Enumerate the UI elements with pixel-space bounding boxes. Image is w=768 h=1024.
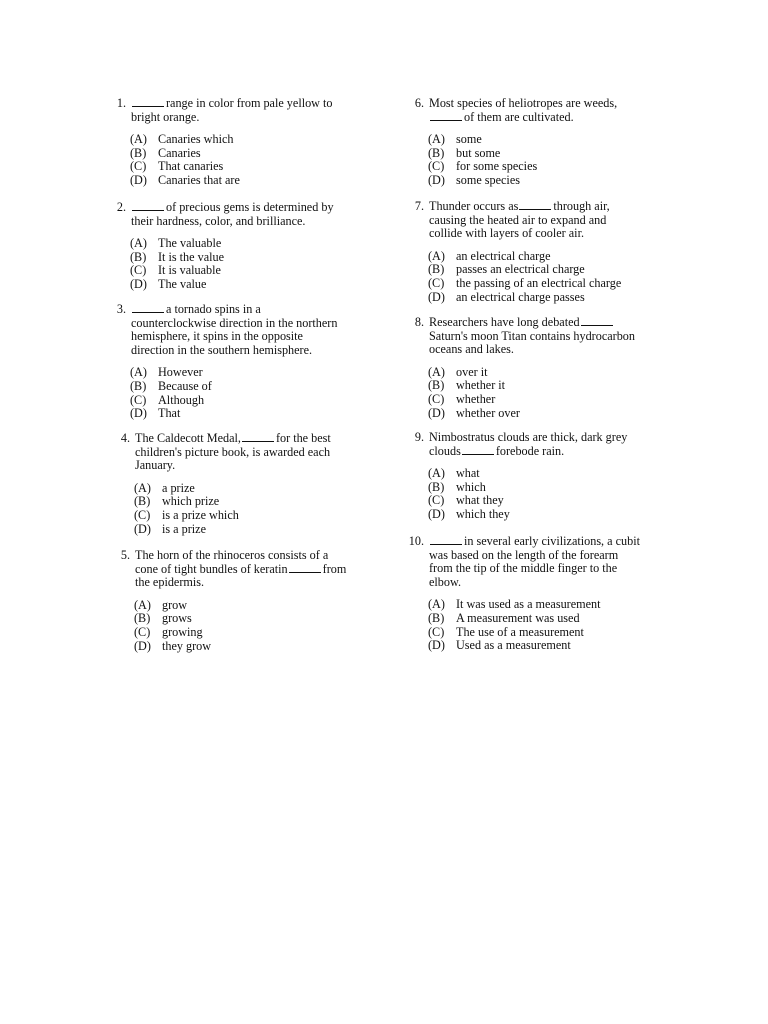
answer-option[interactable]: [428, 174, 662, 188]
stem-text: was based on the length of the forearm: [429, 547, 619, 562]
answer-option[interactable]: [130, 278, 364, 292]
stem-line: [131, 317, 364, 331]
question-stem: [135, 432, 368, 473]
stem-text: through air,: [553, 199, 610, 213]
option-letter: (D): [428, 289, 445, 304]
answer-option[interactable]: [134, 509, 368, 523]
option-letter: (C): [428, 275, 445, 290]
answer-option[interactable]: [130, 251, 364, 265]
question-stem: [429, 200, 662, 241]
stem-line: [429, 343, 662, 357]
stem-text: The Caldecott Medal,: [135, 431, 241, 445]
answer-option[interactable]: [428, 133, 662, 147]
answer-option[interactable]: [134, 495, 368, 509]
answer-blank: [132, 97, 164, 107]
answer-option[interactable]: [428, 277, 662, 291]
option-letter: (A): [130, 365, 147, 380]
stem-line: [429, 97, 662, 111]
stem-line: [429, 431, 662, 445]
option-letter: (C): [428, 391, 445, 406]
answer-option[interactable]: [134, 599, 368, 613]
question-stem: [131, 303, 364, 357]
answer-blank: [519, 200, 551, 210]
question-7: [404, 200, 662, 304]
option-letter: (C): [130, 263, 147, 278]
answer-options: [130, 366, 364, 420]
stem-text: elbow.: [429, 574, 462, 589]
answer-blank: [462, 445, 494, 455]
stem-text: Most species of heliotropes are weeds,: [429, 96, 618, 110]
option-letter: (A): [428, 466, 445, 481]
question-number: 8.: [414, 315, 424, 329]
option-letter: (B): [134, 494, 151, 509]
option-letter: (D): [130, 276, 147, 291]
option-text: Canaries which: [158, 132, 234, 147]
answer-option[interactable]: [428, 639, 662, 653]
option-letter: (A): [134, 480, 151, 495]
option-text: It was used as a measurement: [456, 597, 601, 612]
question-number: 4.: [120, 431, 130, 445]
answer-option[interactable]: [428, 379, 662, 393]
option-letter: (B): [428, 145, 445, 160]
answer-option[interactable]: [130, 394, 364, 408]
question-6: [404, 97, 662, 188]
option-letter: (A): [428, 248, 445, 263]
option-letter: (B): [130, 249, 147, 264]
stem-line: [131, 303, 364, 317]
stem-text: children's picture book, is awarded each: [135, 444, 331, 459]
stem-text: Nimbostratus clouds are thick, dark grey: [429, 430, 628, 444]
option-letter: (C): [428, 624, 445, 639]
option-letter: (B): [428, 378, 445, 393]
answer-option[interactable]: [130, 160, 364, 174]
answer-option[interactable]: [134, 482, 368, 496]
stem-text: cone of tight bundles of keratin: [135, 561, 288, 576]
option-letter: (B): [428, 479, 445, 494]
option-letter: (A): [428, 364, 445, 379]
answer-options: [134, 482, 368, 536]
stem-line: [135, 563, 368, 577]
stem-line: [135, 576, 368, 590]
option-text: The valuable: [158, 236, 222, 251]
answer-option[interactable]: [428, 508, 662, 522]
option-letter: (C): [130, 159, 147, 174]
answer-option[interactable]: [428, 481, 662, 495]
answer-option[interactable]: [428, 626, 662, 640]
stem-line: [429, 445, 662, 459]
question-stem: [131, 97, 364, 124]
stem-text: from: [322, 561, 347, 576]
option-letter: (A): [130, 132, 147, 147]
stem-text: of them are cultivated.: [464, 109, 574, 124]
option-letter: (D): [428, 506, 445, 521]
stem-text: collide with layers of cooler air.: [429, 226, 584, 241]
option-letter: (D): [130, 172, 147, 187]
option-text: for some species: [456, 159, 538, 174]
stem-text: oceans and lakes.: [429, 342, 514, 357]
option-letter: (B): [134, 611, 151, 626]
question-stem: [429, 535, 662, 589]
stem-line: [131, 344, 364, 358]
option-text: is a prize which: [162, 507, 239, 522]
option-letter: (C): [134, 507, 151, 522]
option-text: over it: [456, 364, 488, 379]
option-text: passes an electrical charge: [456, 262, 585, 277]
answer-blank: [430, 111, 462, 121]
question-8: [404, 316, 662, 420]
question-number: 1.: [116, 96, 126, 110]
question-number: 9.: [414, 430, 424, 444]
option-text: Because of: [158, 378, 212, 393]
answer-blank: [430, 535, 462, 545]
stem-text: in several early civilizations, a cubit: [464, 534, 640, 548]
question-stem: [429, 431, 662, 458]
option-letter: (D): [134, 638, 151, 653]
answer-options: [130, 237, 364, 291]
answer-option[interactable]: [428, 263, 662, 277]
stem-text: Thunder occurs as: [429, 199, 519, 213]
stem-line: [131, 201, 364, 215]
answer-option[interactable]: [134, 640, 368, 654]
option-text: some: [456, 132, 482, 147]
answer-option[interactable]: [134, 523, 368, 537]
stem-text: clouds: [429, 443, 461, 458]
stem-line: [135, 432, 368, 446]
stem-text: bright orange.: [131, 109, 200, 124]
answer-option[interactable]: [130, 237, 364, 251]
question-stem: [429, 316, 662, 357]
stem-text: Researchers have long debated: [429, 315, 580, 329]
stem-text: from the tip of the middle finger to the: [429, 561, 618, 576]
stem-line: [429, 330, 662, 344]
stem-text: direction in the southern hemisphere.: [131, 342, 313, 357]
option-text: That canaries: [158, 159, 224, 174]
option-text: which: [456, 479, 486, 494]
answer-option[interactable]: [130, 380, 364, 394]
question-number: 7.: [414, 199, 424, 213]
option-text: The value: [158, 276, 207, 291]
answer-options: [134, 599, 368, 653]
option-text: which they: [456, 506, 510, 521]
option-text: is a prize: [162, 521, 206, 536]
answer-blank: [289, 563, 321, 573]
option-text: but some: [456, 145, 501, 160]
answer-option[interactable]: [428, 612, 662, 626]
option-text: growing: [162, 624, 203, 639]
answer-option[interactable]: [130, 133, 364, 147]
answer-option[interactable]: [428, 291, 662, 305]
stem-line: [429, 562, 662, 576]
stem-text: for the best: [275, 431, 331, 445]
option-letter: (B): [428, 610, 445, 625]
option-letter: (D): [428, 405, 445, 420]
option-letter: (C): [130, 392, 147, 407]
stem-line: [131, 215, 364, 229]
question-number: 3.: [116, 302, 126, 316]
answer-blank: [242, 432, 274, 442]
answer-option[interactable]: [130, 264, 364, 278]
stem-text: the epidermis.: [135, 575, 205, 590]
option-letter: (C): [428, 493, 445, 508]
question-2: [106, 201, 364, 292]
option-text: what they: [456, 493, 504, 508]
option-text: they grow: [162, 638, 212, 653]
answer-options: [428, 598, 662, 652]
answer-option[interactable]: [428, 598, 662, 612]
stem-line: [429, 111, 662, 125]
option-text: The use of a measurement: [456, 624, 584, 639]
answer-option[interactable]: [428, 160, 662, 174]
question-10: [404, 535, 662, 653]
stem-text: their hardness, color, and brilliance.: [131, 213, 306, 228]
answer-options: [428, 467, 662, 521]
option-letter: (A): [428, 597, 445, 612]
option-text: an electrical charge passes: [456, 289, 585, 304]
question-4: [110, 432, 368, 536]
stem-text: Saturn's moon Titan contains hydrocarbon: [429, 328, 635, 343]
option-text: the passing of an electrical charge: [456, 275, 622, 290]
option-text: However: [158, 365, 203, 380]
option-text: Canaries: [158, 145, 201, 160]
option-text: grow: [162, 597, 188, 612]
question-stem: [135, 549, 368, 590]
option-text: Canaries that are: [158, 172, 240, 187]
stem-line: [131, 330, 364, 344]
option-letter: (B): [130, 378, 147, 393]
answer-option[interactable]: [428, 147, 662, 161]
answer-option[interactable]: [428, 407, 662, 421]
answer-option[interactable]: [130, 407, 364, 421]
question-3: [106, 303, 364, 421]
answer-blank: [132, 201, 164, 211]
stem-text: range in color from pale yellow to: [166, 96, 333, 110]
question-1: [106, 97, 364, 188]
stem-line: [429, 316, 662, 330]
answer-option[interactable]: [428, 467, 662, 481]
stem-line: [429, 535, 662, 549]
option-letter: (C): [428, 159, 445, 174]
stem-line: [135, 459, 368, 473]
answer-option[interactable]: [130, 366, 364, 380]
question-5: [110, 549, 368, 653]
option-text: A measurement was used: [456, 610, 580, 625]
question-stem: [429, 97, 662, 124]
option-text: some species: [456, 172, 520, 187]
option-text: It is valuable: [158, 263, 221, 278]
stem-line: [131, 111, 364, 125]
answer-options: [428, 366, 662, 420]
question-number: 6.: [414, 96, 424, 110]
stem-line: [429, 576, 662, 590]
option-letter: (A): [428, 132, 445, 147]
option-letter: (D): [134, 521, 151, 536]
option-letter: (C): [134, 624, 151, 639]
stem-line: [135, 446, 368, 460]
question-stem: [131, 201, 364, 228]
option-letter: (D): [428, 638, 445, 653]
option-text: which prize: [162, 494, 220, 509]
option-letter: (D): [130, 406, 147, 421]
stem-text: counterclockwise direction in the northern: [131, 315, 338, 330]
answer-option[interactable]: [428, 494, 662, 508]
option-text: what: [456, 466, 480, 481]
answer-option[interactable]: [130, 147, 364, 161]
option-text: whether: [456, 391, 496, 406]
option-text: Used as a measurement: [456, 638, 571, 653]
stem-text: hemisphere, it spins in the opposite: [131, 329, 303, 344]
answer-options: [130, 133, 364, 187]
stem-text: The horn of the rhinoceros consists of a: [135, 548, 329, 562]
answer-option[interactable]: [130, 174, 364, 188]
option-text: whether over: [456, 405, 520, 420]
stem-line: [429, 200, 662, 214]
stem-text: a tornado spins in a: [166, 302, 261, 316]
answer-blank: [581, 316, 613, 326]
option-text: It is the value: [158, 249, 224, 264]
answer-option[interactable]: [428, 366, 662, 380]
answer-option[interactable]: [428, 393, 662, 407]
stem-line: [429, 549, 662, 563]
option-letter: (D): [428, 172, 445, 187]
option-text: Although: [158, 392, 205, 407]
stem-text: January.: [135, 458, 176, 473]
stem-line: [131, 97, 364, 111]
option-letter: (A): [134, 597, 151, 612]
answer-options: [428, 250, 662, 304]
stem-text: of precious gems is determined by: [166, 200, 334, 214]
option-text: whether it: [456, 378, 506, 393]
option-letter: (B): [428, 262, 445, 277]
option-text: a prize: [162, 480, 195, 495]
question-number: 5.: [120, 548, 130, 562]
question-number: 10.: [408, 534, 424, 548]
option-text: grows: [162, 611, 192, 626]
stem-line: [429, 227, 662, 241]
question-9: [404, 431, 662, 522]
option-text: That: [158, 406, 181, 421]
stem-line: [429, 214, 662, 228]
answer-option[interactable]: [134, 612, 368, 626]
answer-blank: [132, 303, 164, 313]
stem-line: [135, 549, 368, 563]
question-number: 2.: [116, 200, 126, 214]
stem-text: forebode rain.: [495, 443, 565, 458]
answer-options: [428, 133, 662, 187]
option-letter: (B): [130, 145, 147, 160]
stem-text: causing the heated air to expand and: [429, 212, 607, 227]
answer-option[interactable]: [428, 250, 662, 264]
option-text: an electrical charge: [456, 248, 551, 263]
option-letter: (A): [130, 236, 147, 251]
answer-option[interactable]: [134, 626, 368, 640]
